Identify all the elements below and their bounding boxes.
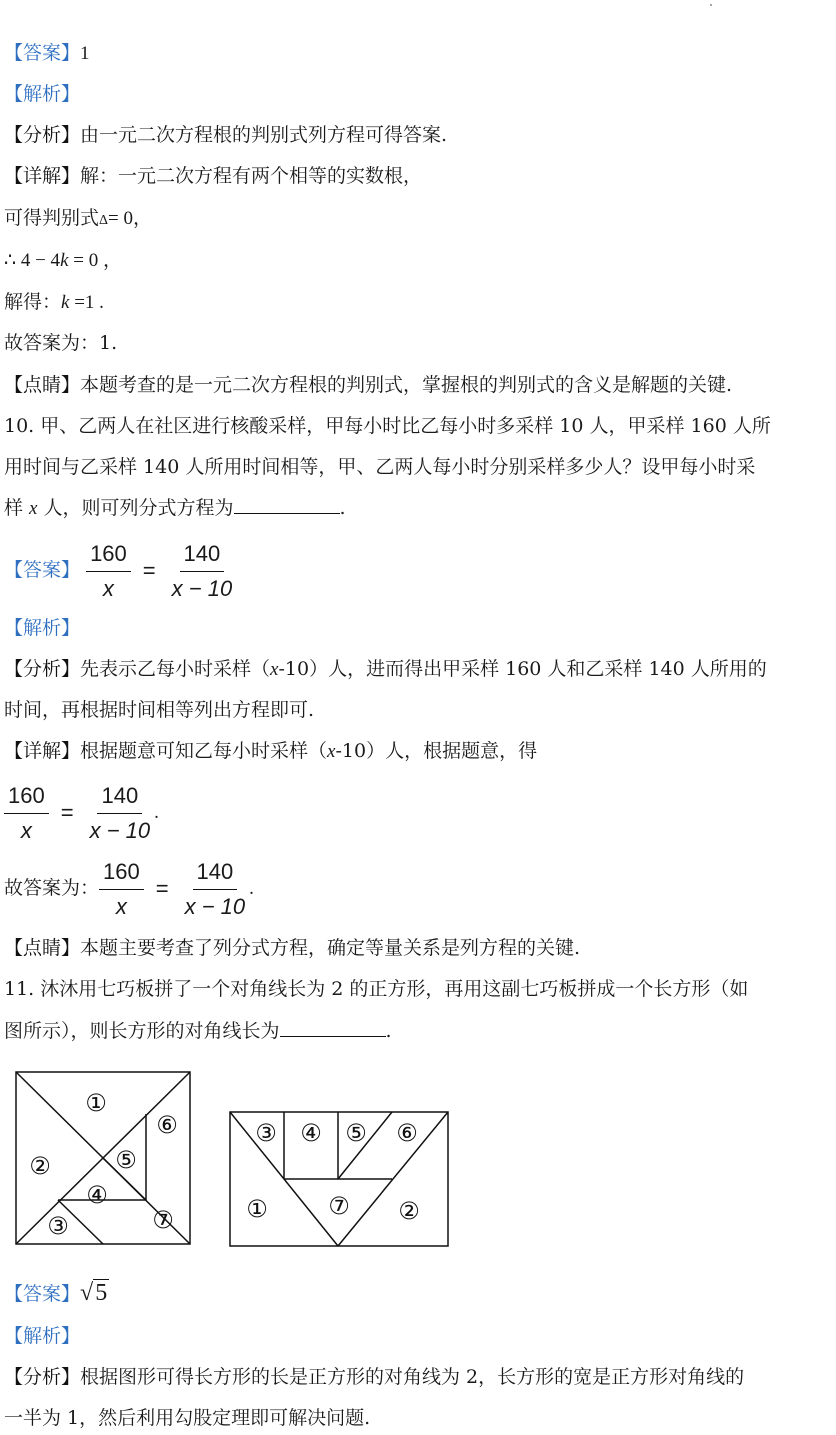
q9-comment-line: [4, 371, 830, 399]
tangram-label: ⑦: [328, 1192, 350, 1220]
equals-sign: =: [60, 800, 74, 825]
q10-stem-3a: 样: [4, 497, 30, 519]
q9-comment-text: 本题考查的是一元二次方程根的判别式，掌握根的判别式的含义是解题的关键.: [80, 374, 733, 396]
q9-final: 故答案为：1.: [4, 332, 118, 354]
q10-stem-line-2: [4, 453, 830, 481]
q10-fenxi-1a: 先表示乙每小时采样（: [80, 658, 271, 680]
tangram-label: ②: [398, 1197, 420, 1225]
analysis-tag: 【解析】: [4, 83, 81, 105]
answer-tag: 【答案】: [4, 1283, 81, 1305]
equation-end-period: .: [154, 802, 159, 823]
fraction-denominator: x: [102, 575, 114, 601]
q11-stem-1: 11. 沐沐用七巧板拼了一个对角线长为 2 的正方形，再用这副七巧板拼成一个长方形（如: [4, 978, 749, 1000]
fraction-right: [168, 539, 237, 604]
fraction-denominator: x: [20, 817, 32, 843]
q9-detail-text: 解：一元二次方程有两个相等的实数根，: [80, 165, 423, 187]
q10-detail-b: -10）人，根据题意，得: [335, 740, 538, 762]
q11-answer-line: [4, 1276, 830, 1311]
answer-blank: [280, 1018, 386, 1037]
page-speck: [710, 4, 712, 6]
q9-fenxi-text: 由一元二次方程根的判别式列方程可得答案.: [80, 124, 448, 146]
q10-fenxi-line-2: [4, 696, 830, 724]
analysis-tag: 【解析】: [4, 617, 81, 639]
q11-stem-2-end: .: [385, 1020, 392, 1042]
fraction-left: [4, 781, 49, 846]
sqrt-radicand: 5: [95, 1280, 108, 1306]
q10-stem-3b: 人，则可列分式方程为: [37, 497, 234, 519]
detail-tag: 【详解】: [4, 165, 81, 187]
q11-fenxi-2: 一半为 1，然后利用勾股定理即可解决问题.: [4, 1407, 371, 1429]
tangram-label: ③: [255, 1119, 277, 1147]
fenxi-tag: 【分析】: [4, 658, 81, 680]
q9-solve-prefix: 解得：: [4, 291, 62, 313]
fraction-numerator: 160: [4, 781, 49, 814]
q9-solve-var: k: [61, 292, 70, 313]
fraction-left: [86, 539, 131, 604]
q10-fenxi-1b: -10）人，进而得出甲采样 160 人和乙采样 140 人所用的: [278, 658, 767, 680]
q10-detail-var: x: [327, 741, 336, 762]
q9-discriminant-rest: = 0，: [108, 208, 152, 229]
tangram-label: ②: [29, 1152, 51, 1180]
q11-fenxi-line-2: [4, 1404, 830, 1432]
q10-answer-line: [4, 538, 830, 604]
q10-stem-line-1: [4, 412, 830, 440]
comment-tag: 【点睛】: [4, 374, 81, 396]
fraction-denominator: x: [115, 893, 127, 919]
tangram-label: ④: [86, 1181, 108, 1209]
analysis-tag: 【解析】: [4, 1325, 81, 1347]
q10-final-line: [4, 856, 830, 922]
q9-fenxi-line: [4, 121, 830, 149]
q10-comment-text: 本题主要考查了列分式方程，确定等量关系是列方程的关键.: [80, 937, 581, 959]
equals-sign: =: [142, 558, 156, 583]
fraction-numerator: 140: [97, 781, 142, 814]
tangram-label: ①: [85, 1089, 107, 1117]
answer-blank: [234, 495, 340, 514]
q10-fenxi-2: 时间，再根据时间相等列出方程即可.: [4, 699, 315, 721]
tangram-label: ①: [246, 1195, 268, 1223]
q10-fenxi-line-1: [4, 655, 830, 684]
tangram-square-figure: [14, 1070, 194, 1250]
q10-fenxi-var: x: [270, 659, 279, 680]
q11-fenxi-line-1: [4, 1363, 830, 1391]
fraction-denominator: x − 10: [184, 893, 246, 919]
q9-solve-rest: =1 .: [69, 292, 104, 313]
q9-detail-line: [4, 162, 830, 190]
q11-stem-2: 图所示），则长方形的对角线长为: [4, 1020, 280, 1042]
q9-analysis-line: [4, 80, 830, 108]
q10-stem-line-3: [4, 494, 830, 523]
q11-fenxi-1: 根据图形可得长方形的长是正方形的对角线为 2，长方形的宽是正方形对角线的: [80, 1366, 745, 1388]
q9-answer-line: [4, 39, 830, 68]
q10-equation-line: [4, 780, 830, 846]
answer-tag: 【答案】: [4, 559, 81, 581]
q11-stem-line-1: [4, 975, 830, 1003]
fraction-denominator: x − 10: [171, 575, 233, 601]
sqrt-expression: [80, 1279, 109, 1306]
tangram-label: ⑥: [396, 1119, 418, 1147]
q10-stem-var: x: [29, 498, 38, 519]
fraction-left: [99, 857, 144, 922]
tangram-label: ④: [300, 1119, 322, 1147]
q9-discriminant-line: [4, 204, 830, 235]
q10-comment-line: [4, 934, 830, 962]
q11-analysis-line: [4, 1322, 830, 1350]
q10-analysis-line: [4, 614, 830, 642]
q9-therefore-expr-b: = 0 ，: [68, 250, 122, 271]
tangram-label: ⑤: [345, 1119, 367, 1147]
q9-answer-value: 1: [80, 43, 90, 64]
fraction-denominator: x − 10: [89, 817, 151, 843]
final-end-period: .: [249, 878, 254, 899]
fenxi-tag: 【分析】: [4, 1366, 81, 1388]
fenxi-tag: 【分析】: [4, 124, 81, 146]
comment-tag: 【点睛】: [4, 937, 81, 959]
q9-solve-line: [4, 288, 830, 317]
answer-tag: 【答案】: [4, 42, 81, 64]
fraction-right: [86, 781, 155, 846]
fraction-numerator: 140: [193, 857, 238, 890]
q9-therefore-var: k: [60, 250, 69, 271]
fraction-numerator: 160: [86, 539, 131, 572]
tangram-label: ⑥: [156, 1111, 178, 1139]
q10-stem-1: 10. 甲、乙两人在社区进行核酸采样，甲每小时比乙每小时多采样 10 人，甲采样 160 人所: [4, 415, 771, 437]
tangram-label: ⑤: [115, 1146, 137, 1174]
tangram-label: ⑦: [152, 1206, 174, 1234]
q11-stem-line-2: [4, 1017, 830, 1045]
q9-therefore-expr-a: 4 − 4: [16, 250, 61, 271]
therefore-symbol: ∴: [4, 250, 17, 271]
q10-stem-3-end: .: [339, 497, 346, 519]
equals-sign: =: [155, 876, 169, 901]
q9-final-line: [4, 329, 830, 357]
tangram-label: ③: [47, 1212, 69, 1240]
q10-detail-a: 根据题意可知乙每小时采样（: [80, 740, 328, 762]
detail-tag: 【详解】: [4, 740, 81, 762]
q10-detail-line: [4, 737, 830, 766]
q9-discriminant-prefix: 可得判别式: [4, 207, 100, 229]
delta-symbol: Δ: [99, 213, 109, 228]
q10-stem-2: 用时间与乙采样 140 人所用时间相等，甲、乙两人每小时分别采样多少人？设甲每小时采: [4, 456, 756, 478]
q10-final-prefix: 故答案为：: [4, 877, 100, 899]
sqrt-symbol: √: [80, 1280, 94, 1306]
q9-therefore-line: [4, 246, 830, 275]
fraction-numerator: 160: [99, 857, 144, 890]
fraction-right: [181, 857, 250, 922]
tangram-rectangle-figure: [228, 1110, 452, 1250]
fraction-numerator: 140: [180, 539, 225, 572]
